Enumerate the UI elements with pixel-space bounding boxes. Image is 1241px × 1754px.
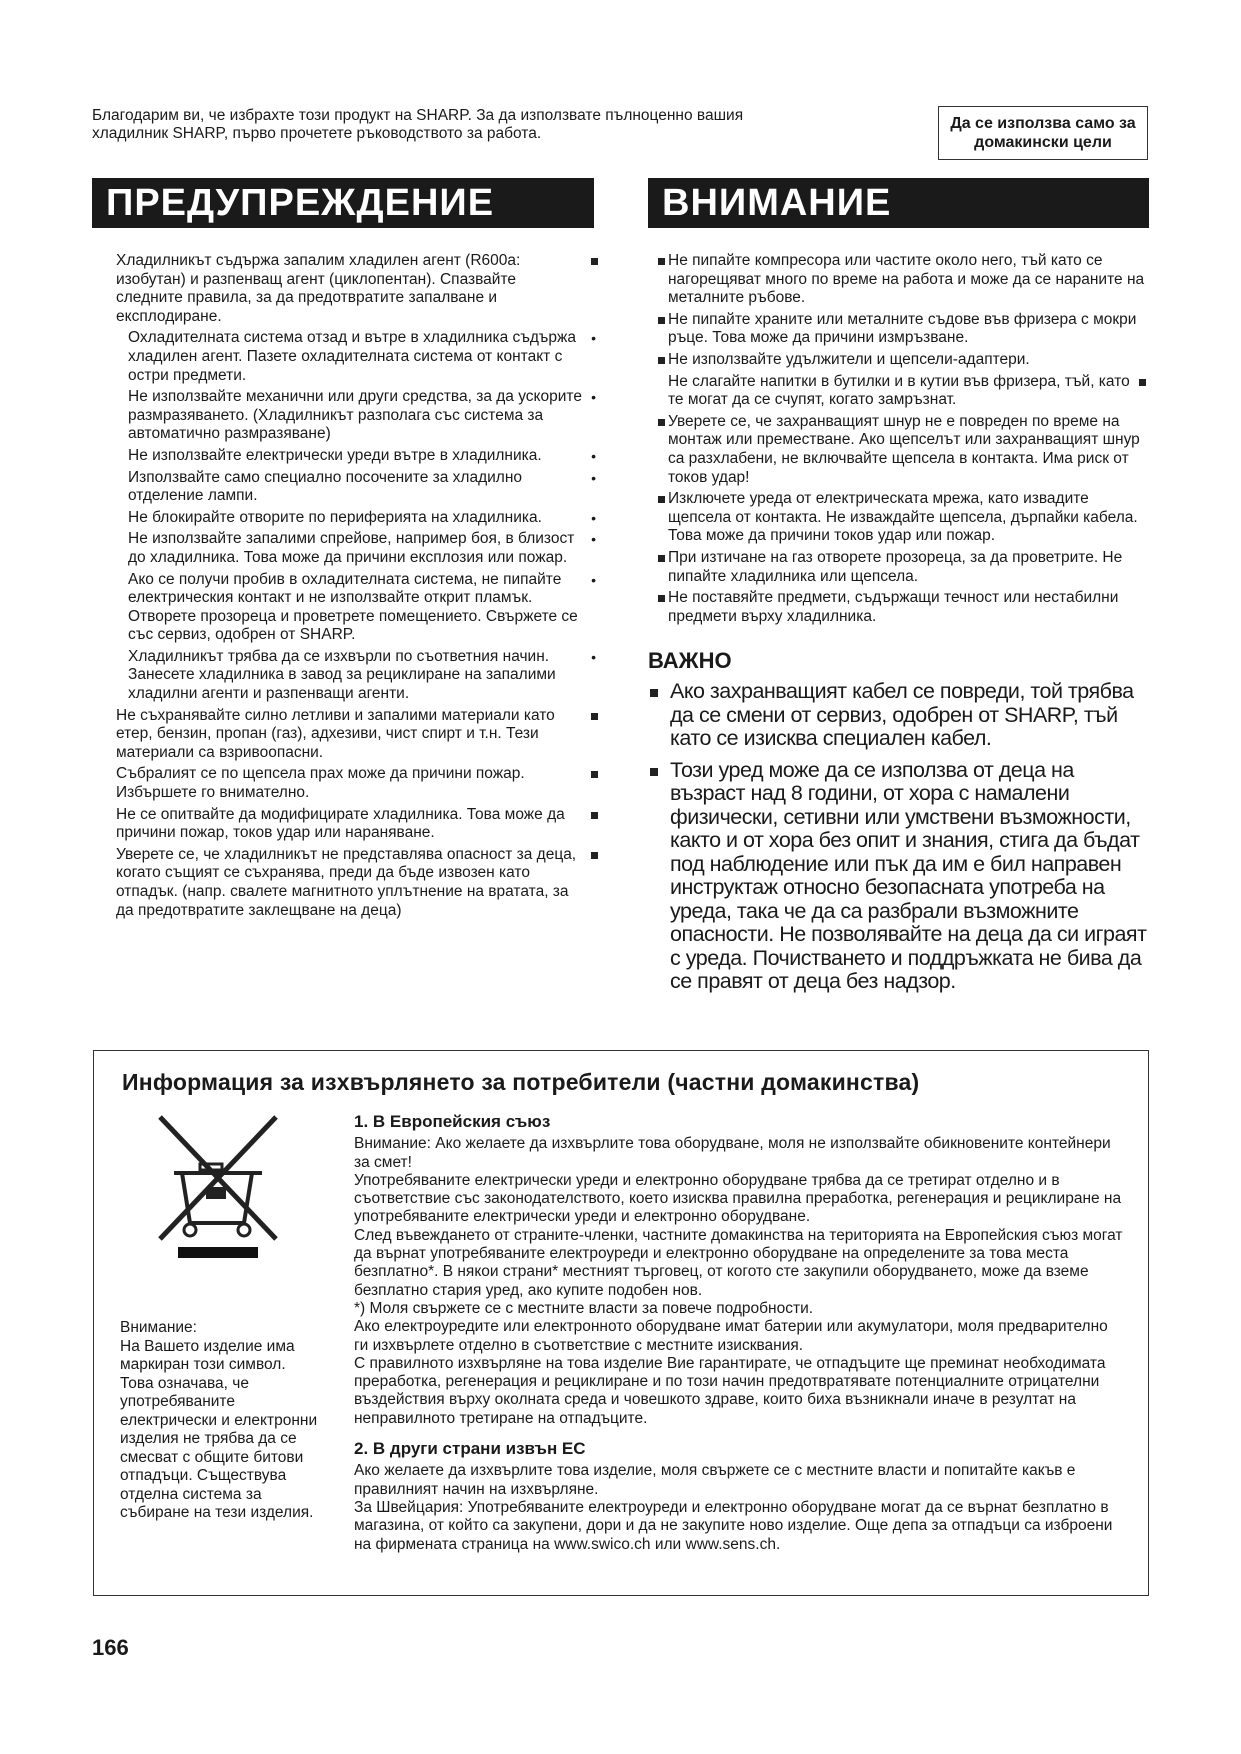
disposal-info-box bbox=[93, 1050, 1149, 1596]
crossed-bin-icon bbox=[156, 1113, 280, 1258]
intro-line-2: хладилник SHARP, първо прочетете ръководството за работа. bbox=[92, 125, 542, 142]
caution-list bbox=[662, 252, 1148, 629]
disposal-caution-note bbox=[120, 1319, 320, 1523]
caution-item: Не слагайте напитки в бутилки и в кутии във фризера, тъй, като те могат да се счупят, когато замръзнат. bbox=[662, 373, 1148, 410]
caution-item: Не поставяйте предмети, съдържащи течност или нестабилни предмети върху хладилника. bbox=[662, 589, 1148, 626]
important-list bbox=[648, 680, 1148, 1002]
warning-item: Ако се получи пробив в охладителната система, не пипайте електрическия контакт и не използвайте открит пламък. Отворете прозореца и проветрете помещението. Свържете се със сервиз, одобрен от SHARP. • bbox=[116, 571, 600, 645]
disposal-title: Информация за изхвърлянето за потребители (частни домакинства) bbox=[122, 1069, 920, 1095]
important-heading: ВАЖНО bbox=[648, 648, 732, 673]
warning-list bbox=[116, 252, 600, 923]
caution-item: При изтичане на газ отворете прозореца, за да проветрите. Не пипайте хладилника или щепсела. bbox=[662, 549, 1148, 586]
warning-item: Използвайте само специално посочените за хладилно отделение лампи. • bbox=[116, 469, 600, 506]
warning-item: Събралият се по щепсела прах може да причини пожар. Избършете го внимателно. bbox=[116, 765, 600, 802]
eu-paragraph: Ако електроуредите или електронното оборудване имат батерии или акумулатори, моля предварително ги изхвърлете отделно в съответствие с местните изисквания. bbox=[354, 1318, 1108, 1354]
eu-paragraph: С правилното изхвърляне на това изделие Вие гарантирате, че отпадъците ще преминат необходимата преработка, регенерация и рециклиране и по този начин предотвратявате потенциалните отрицателни въздействия върху околната среда и човешкото здраве, които биха възникнали иначе в резултат на неправилното третиране на отпадъците. bbox=[354, 1354, 1106, 1427]
caution-item: Изключете уреда от електрическата мрежа, като извадите щепсела от контакта. Не изваждайте щепсела, дърпайки кабела. Това може да причини токов удар или пожар. bbox=[662, 490, 1148, 546]
other-paragraph: Ако желаете да изхвърлите това изделие, моля свържете се с местните власти и попитайте какъв е правилният начин на изхвърляне. bbox=[354, 1462, 1076, 1498]
other-paragraph: За Швейцария: Употребяваните електроуреди и електронно оборудване могат да се върнат безплатно в магазина, от който са закупени, дори и да не закупите ново изделие. Още депа за отпадъци са изброени на фирмената страница на www.swico.ch или www.sens.ch. bbox=[354, 1498, 1113, 1553]
caution-text: На Вашето изделие има маркиран този символ. Това означава, че употребяваните електрически и електронни изделия не трябва да се смесват с общите битови отпадъци. Съществува отделна система за събиране на тези изделия. bbox=[120, 1337, 318, 1521]
warning-item: Не се опитвайте да модифицирате хладилника. Това може да причини пожар, токов удар или нараняване. bbox=[116, 806, 600, 843]
warning-banner: ПРЕДУПРЕЖДЕНИЕ bbox=[92, 178, 594, 228]
caution-item: Не използвайте удължители и щепсели-адаптери. bbox=[662, 351, 1148, 370]
important-item: Този уред може да се използва от деца на възраст над 8 години, от хора с намалени физически, сетивни или умствени възможности, както и от хора без опит и знания, стига да бъдат под наблюдение или пък да им е бил направен инструктаж относно безопасната употреба на уреда, така че да са разбрали възможните опасности. Не позволявайте на деца да си играят с уреда. Почистването и поддръжката не бива да се правят от деца без надзор. bbox=[648, 759, 1148, 994]
warning-item: Хладилникът съдържа запалим хладилен агент (R600a: изобутан) и разпенващ агент (циклопентан). Спазвайте следните правила, за да предотвратите запалване и експлодиране. bbox=[116, 252, 600, 326]
important-item: Ако захранващият кабел се повреди, той трябва да се смени от сервиз, одобрен от SHARP, тъй като се изисква специален кабел. bbox=[648, 680, 1148, 751]
caution-item: Не пипайте храните или металните съдове във фризера с мокри ръце. Това може да причини измръзване. bbox=[662, 311, 1148, 348]
warning-item: Не съхранявайте силно летливи и запалими материали като етер, бензин, пропан (газ), адхезиви, чист спирт и т.н. Тези материали са взривоопасни. bbox=[116, 707, 600, 763]
eu-heading: 1. В Европейския съюз bbox=[354, 1112, 551, 1131]
warning-item: Не използвайте електрически уреди вътре в хладилника. • bbox=[116, 447, 600, 466]
caution-banner: ВНИМАНИЕ bbox=[648, 178, 1149, 228]
eu-paragraph: *) Моля свържете се с местните власти за повече подробности. bbox=[354, 1299, 814, 1317]
other-heading: 2. В други страни извън ЕС bbox=[354, 1439, 586, 1459]
warning-item: Хладилникът трябва да се изхвърли по съответния начин. Занесете хладилника в завод за рециклиране на запалими хладилни агенти и разпенващи агенти. • bbox=[116, 648, 600, 704]
eu-paragraph: Внимание: Ако желаете да изхвърлите това оборудване, моля не използвайте обикновените контейнери за смет! bbox=[354, 1135, 1111, 1171]
caution-item: Не пипайте компресора или частите около него, тъй като се нагорещяват много по време на работа и може да се нараните на металните ръбове. bbox=[662, 252, 1148, 308]
caution-label: Внимание: bbox=[120, 1319, 197, 1336]
warning-item: Не използвайте механични или други средства, за да ускорите размразяването. (Хладилникът разполага със система за автоматично размразяване) • bbox=[116, 388, 600, 444]
warning-item: Не блокирайте отворите по периферията на хладилника. • bbox=[116, 509, 600, 528]
eu-paragraph: След въвеждането от страните-членки, частните домакинства на територията на Европейския съюз могат да върнат употребяваните електроуреди и електронно оборудване на определените за това места безплатно*. В някои страни* местният търговец, от когото сте закупили оборудването, може да вземе безплатно стария уред, ако купите подобен нов. bbox=[354, 1226, 1123, 1299]
domestic-use-box: Да се използва само за домакински цели bbox=[938, 106, 1148, 160]
caution-item: Уверете се, че захранващият шнур не е повреден по време на монтаж или преместване. Ако щепселът или захранващият шнур са разхлабени, не включвайте щепсела в контакта. Има риск от токов удар! bbox=[662, 413, 1148, 487]
eu-paragraph: Употребяваните електрически уреди и електронно оборудване трябва да се третират отделно и в съответствие със законодателството, което изисква правилна преработка, регенерация и рециклиране на употребяваните електрически уреди и електронно оборудване. bbox=[354, 1171, 1122, 1226]
warning-item: Охладителната система отзад и вътре в хладилника съдържа хладилен агент. Пазете охладителната система от контакт с остри предмети. • bbox=[116, 329, 600, 385]
page-number: 166 bbox=[92, 1635, 129, 1660]
intro-line-1: Благодарим ви, че избрахте този продукт на SHARP. За да използвате пълноценно вашия bbox=[92, 107, 744, 124]
intro-text bbox=[92, 107, 892, 143]
disposal-text bbox=[354, 1113, 1124, 1554]
warning-item: Не използвайте запалими спрейове, например боя, в близост до хладилника. Това може да причини експлозия или пожар. • bbox=[116, 530, 600, 567]
warning-item: Уверете се, че хладилникът не представлява опасност за деца, когато същият се съхранява, преди да бъде извозен като отпадък. (напр. свалете магнитното уплътнение на вратата, за да предотвратите заклещване на деца) bbox=[116, 846, 600, 920]
